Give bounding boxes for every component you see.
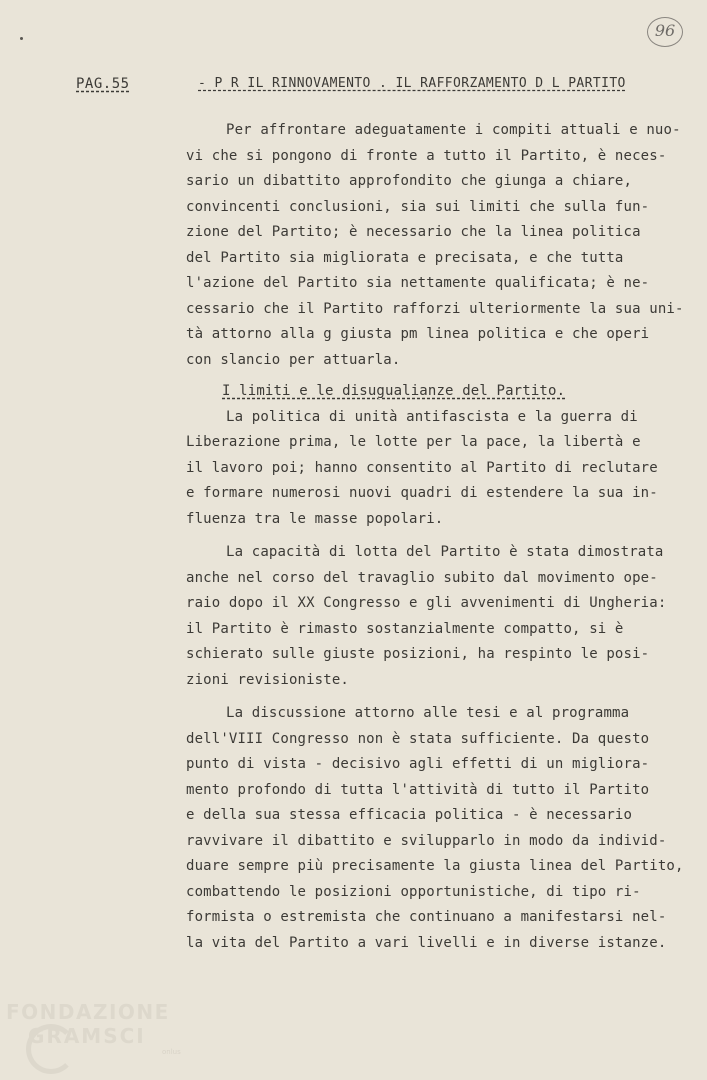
- text-line: dell'VIII Congresso non è stata sufficiente. Da questo: [186, 730, 650, 747]
- text-line: e della sua stessa efficacia politica - è necessario: [186, 807, 633, 823]
- text-line: anche nel corso del travaglio subito dal movimento ope-: [186, 569, 658, 586]
- text-line: tà attorno alla g giusta pm linea politica e che operi: [186, 326, 650, 342]
- document-body: [186, 118, 684, 956]
- text-line: l'azione del Partito sia nettamente qualificata; è ne-: [186, 275, 650, 291]
- page-number: PAG.55: [76, 76, 130, 92]
- folio-number: 96: [654, 21, 676, 40]
- folio-stamp: [647, 17, 683, 47]
- intro-paragraph: [186, 118, 684, 373]
- text-line: La politica di unità antifascista e la guerra di: [226, 408, 638, 425]
- text-line: il lavoro poi; hanno consentito al Partito di reclutare: [186, 459, 658, 476]
- punch-mark: [20, 37, 23, 40]
- section-title: I limiti e le disugualianze del Partito.: [222, 383, 566, 399]
- text-line: il Partito è rimasto sostanzialmente compatto, si è: [186, 620, 624, 637]
- text-line: vi che si pongono di fronte a tutto il Partito, è neces-: [186, 147, 667, 164]
- text-line: Per affrontare adeguatamente i compiti attuali e nuo-: [226, 122, 681, 138]
- text-line: punto di vista - decisivo agli effetti di un migliora-: [186, 756, 650, 772]
- text-line: la vita del Partito a vari livelli e in diverse istanze.: [186, 934, 667, 951]
- paragraph-unity: [186, 405, 676, 533]
- text-line: La discussione attorno alle tesi e al programma: [226, 705, 630, 721]
- text-line: Liberazione prima, le lotte per la pace, la libertà e: [186, 434, 641, 450]
- text-line: combattendo le posizioni opportunistiche, di tipo ri-: [186, 883, 641, 900]
- page-header: [76, 76, 657, 100]
- text-line: raio dopo il XX Congresso e gli avvenimenti di Ungheria:: [186, 595, 667, 611]
- text-line: fluenza tra le masse popolari.: [186, 510, 444, 527]
- watermark-line2: GRAMSCI: [28, 1024, 146, 1048]
- text-line: schierato sulle giuste posizioni, ha respinto le posi-: [186, 646, 650, 662]
- paragraph-capacity: [186, 540, 676, 693]
- text-line: La capacità di lotta del Partito è stata dimostrata: [226, 544, 664, 560]
- text-line: e formare numerosi nuovi quadri di estendere la sua in-: [186, 485, 658, 501]
- page-heading: - P R IL RINNOVAMENTO . IL RAFFORZAMENTO D L PARTITO: [198, 76, 626, 91]
- watermark-line1: FONDAZIONE: [6, 1000, 170, 1024]
- text-line: cessario che il Partito rafforzi ulteriormente la sua uni-: [186, 300, 684, 317]
- text-line: zione del Partito; è necessario che la linea politica: [186, 224, 641, 240]
- text-line: zioni revisioniste.: [186, 671, 349, 688]
- watermark-suffix: onlus: [162, 1048, 181, 1056]
- text-line: duare sempre più precisamente la giusta linea del Partito,: [186, 858, 684, 874]
- text-line: convincenti conclusioni, sia sui limiti che sulla fun-: [186, 198, 650, 215]
- text-line: ravvivare il dibattito e svilupparlo in modo da individ-: [186, 832, 667, 849]
- text-line: del Partito sia migliorata e precisata, e che tutta: [186, 249, 624, 266]
- text-line: formista o estremista che continuano a manifestarsi nel-: [186, 909, 667, 925]
- text-line: con slancio per attuarla.: [186, 351, 401, 368]
- text-line: sario un dibattito approfondito che giunga a chiare,: [186, 173, 633, 189]
- paragraph-discussion: [186, 701, 684, 956]
- text-line: mento profondo di tutta l'attività di tutto il Partito: [186, 781, 650, 798]
- fondazione-gramsci-watermark: [6, 1000, 206, 1072]
